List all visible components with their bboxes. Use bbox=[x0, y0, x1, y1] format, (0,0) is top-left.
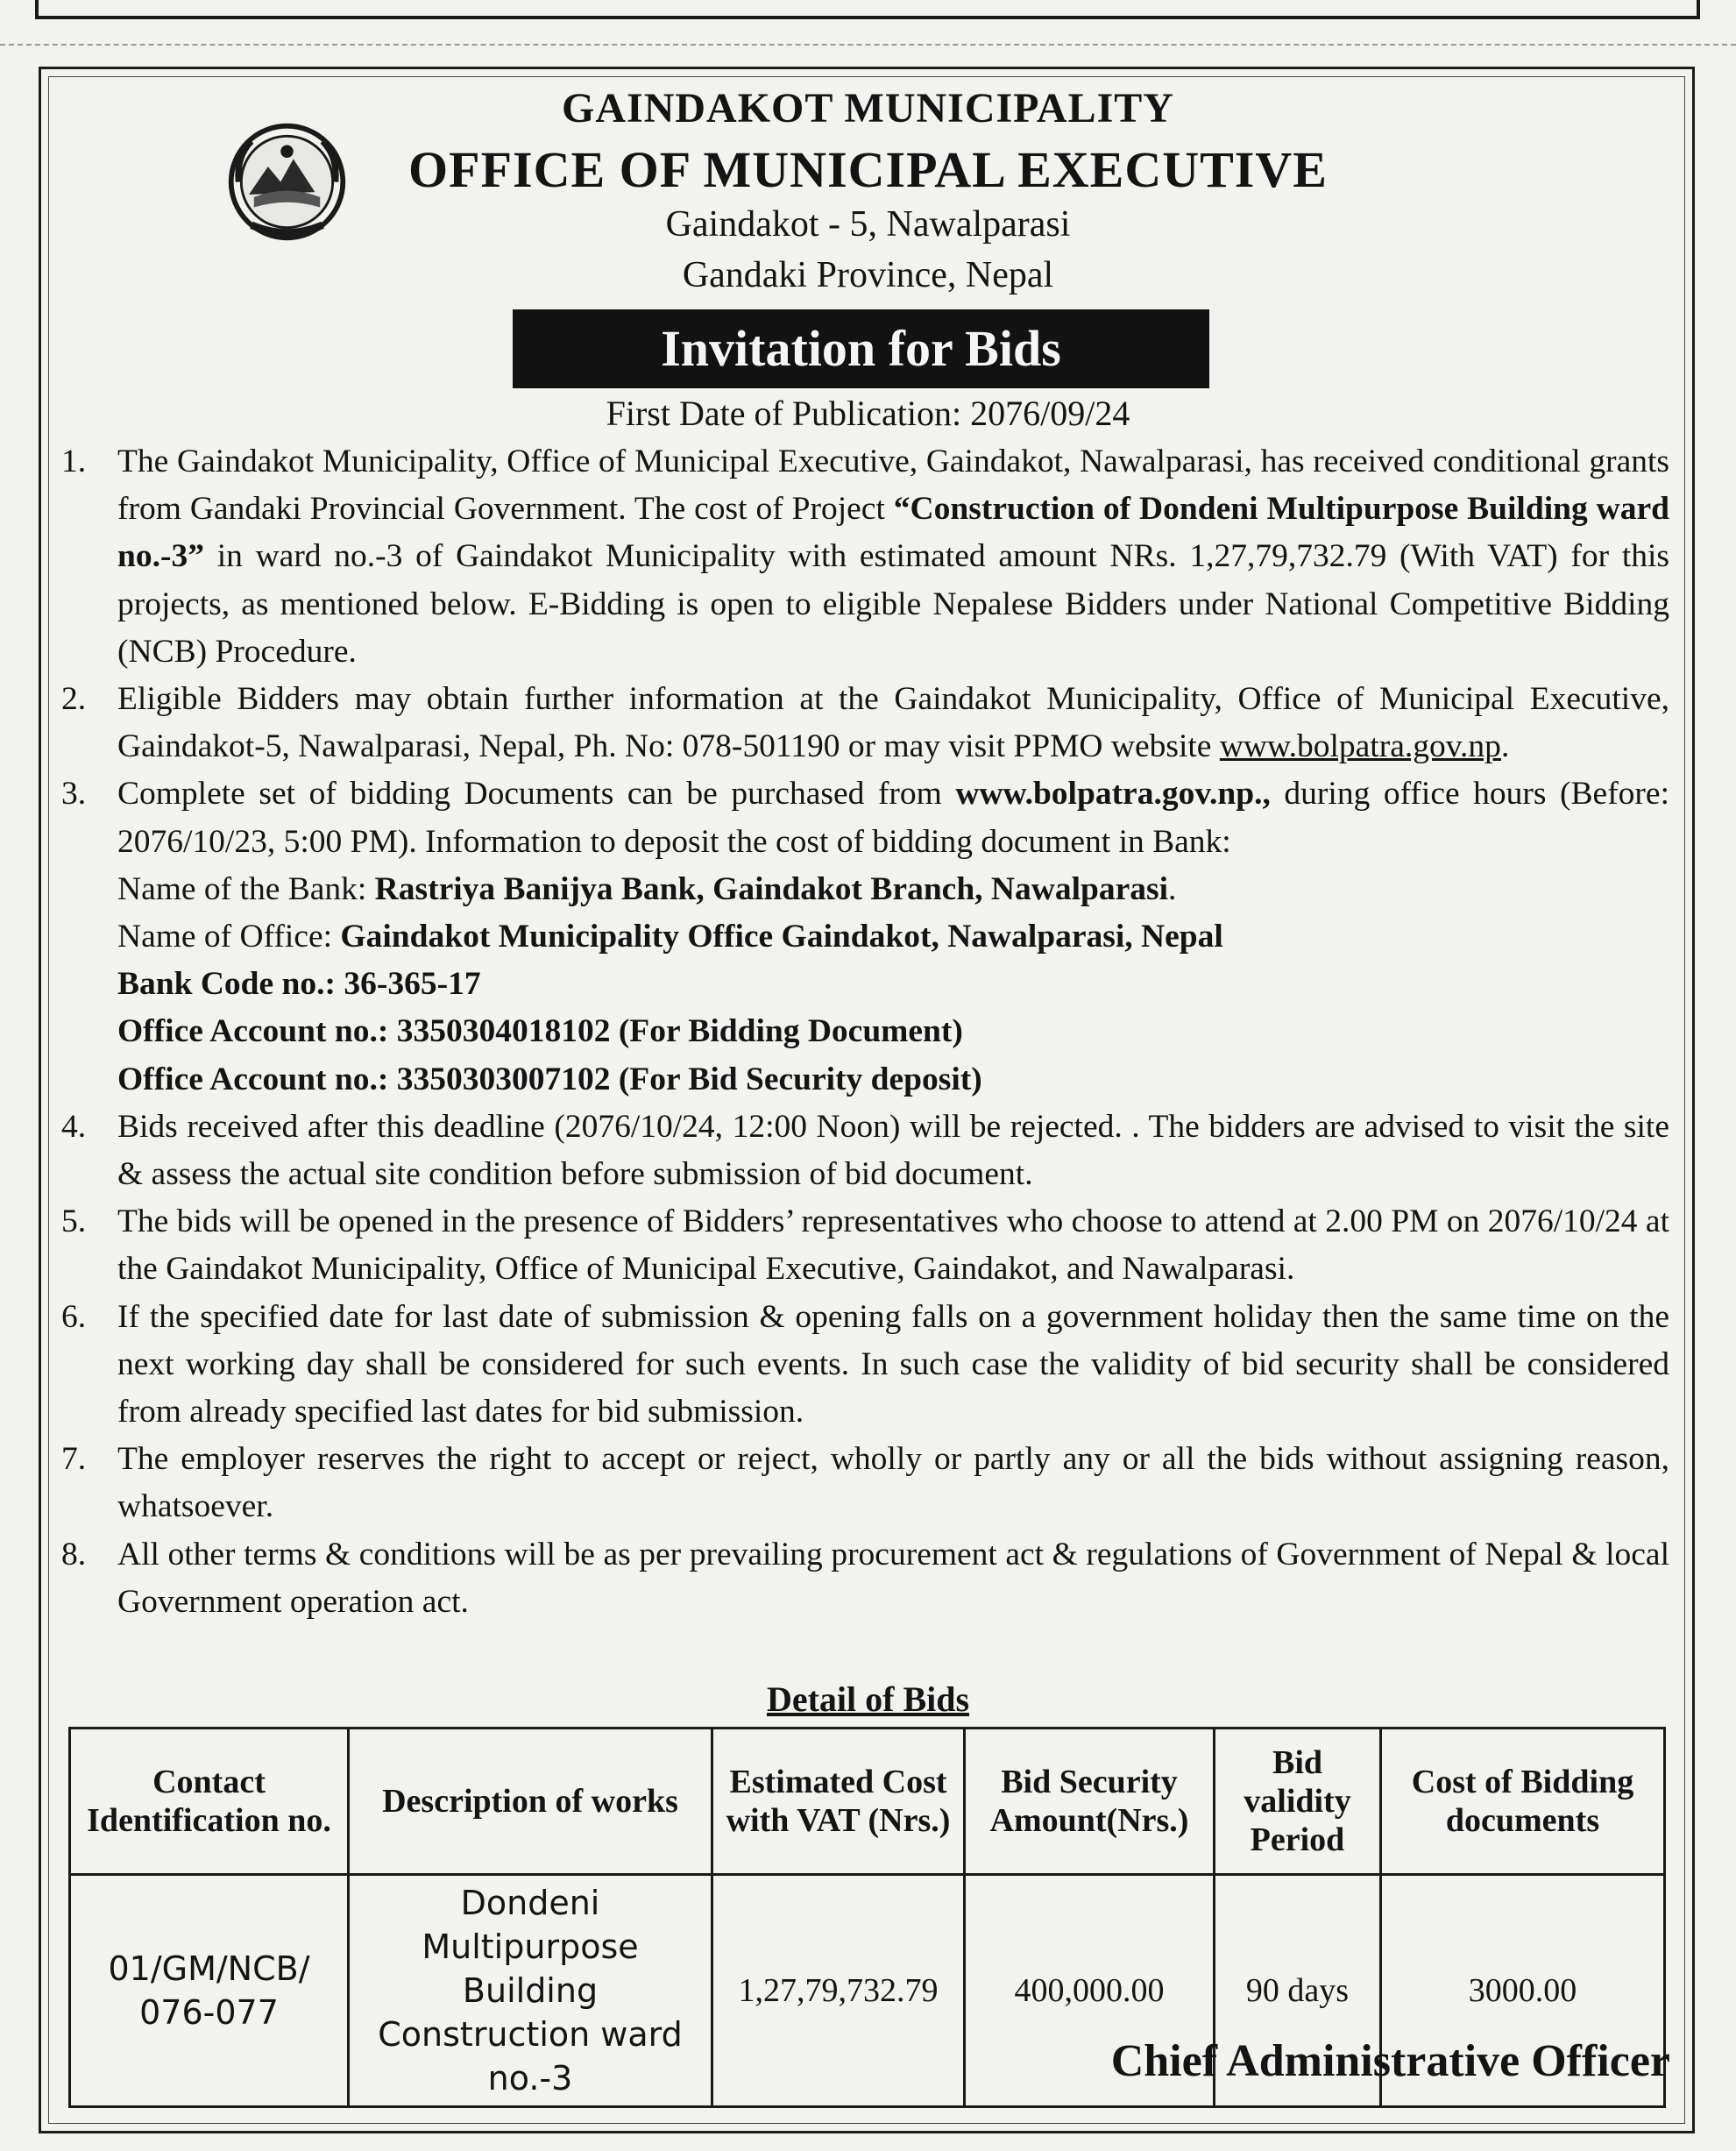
clause-text: If the specified date for last date of submission & opening falls on a government holiday then the same time on the next working day shall be considered for such events. In such case the validity of bid security shall be considered from already specified last dates for bid submission. bbox=[117, 1298, 1669, 1430]
notice-body bbox=[61, 438, 1669, 1626]
office-account-security: Office Account no.: 3350303007102 (For Bid Security deposit) bbox=[117, 1061, 982, 1097]
clause-text: The employer reserves the right to accept or reject, wholly or partly any or all the bids without assigning reason, whatsoever. bbox=[117, 1441, 1669, 1525]
bank-code: Bank Code no.: 36-365-17 bbox=[117, 966, 481, 1003]
project-name: “Construction of Dondeni Multipurpose Building ward no.-3” bbox=[117, 491, 1669, 575]
clause-5 bbox=[61, 1198, 1669, 1293]
address-line-2: Gandaki Province, Nepal bbox=[682, 255, 1054, 295]
bank-name-end: . bbox=[1168, 870, 1177, 907]
column-header: Bid Security Amount(Nrs.) bbox=[965, 1729, 1215, 1875]
clause-number: 6. bbox=[61, 1298, 87, 1335]
cut-line bbox=[0, 44, 1736, 46]
clause-text: Bids received after this deadline (2076/10/24, 12:00 Noon) will be rejected. . The bidders are advised to visit the site & assess the actual site condition before submission of bid document. bbox=[117, 1108, 1669, 1193]
clause-text bbox=[117, 438, 1669, 676]
clause-number: 3. bbox=[61, 776, 87, 813]
validity-period-cell: 90 days bbox=[1215, 1875, 1381, 2107]
office-name-line bbox=[117, 913, 1669, 961]
clause-number: 5. bbox=[61, 1203, 87, 1240]
address-line-1: Gaindakot - 5, Nawalparasi bbox=[665, 204, 1071, 245]
clause-1 bbox=[61, 438, 1669, 676]
clause-text: All other terms & conditions will be as per prevailing procurement act & regulations of Government of Nepal & local Government operation act. bbox=[117, 1536, 1669, 1620]
bank-name-label: Name of the Bank: bbox=[117, 870, 375, 907]
column-header: Bid validity Period bbox=[1215, 1729, 1381, 1875]
bid-security-cell: 400,000.00 bbox=[965, 1875, 1215, 2107]
clause-text-part: in ward no.-3 of Gaindakot Municipality with estimated amount NRs. 1,27,79,732.79 (With VAT) for this projects, as mentioned below. E-Bidding is open to eligible Nepalese Bidders under National Competitive Bidding (NCB) Procedure. bbox=[117, 538, 1669, 670]
clause-text-part: Eligible Bidders may obtain further information at the Gaindakot Municipality, Office of Municipal Executive, Gaindakot-5, Nawalparasi, Nepal, Ph. No: 078-501190 or may visit PPMO website bbox=[117, 681, 1669, 765]
office-name-value: Gaindakot Municipality Office Gaindakot, Nawalparasi, Nepal bbox=[340, 919, 1223, 955]
clause-text bbox=[117, 676, 1669, 770]
previous-notice-border bbox=[35, 0, 1700, 19]
column-header: Estimated Cost with VAT (Nrs.) bbox=[712, 1729, 965, 1875]
clause-2 bbox=[61, 676, 1669, 770]
ppmo-website-link[interactable]: www.bolpatra.gov.np bbox=[1219, 728, 1501, 765]
table-header-row bbox=[70, 1729, 1665, 1875]
clause-6 bbox=[61, 1294, 1669, 1437]
clause-text-part: Complete set of bidding Documents can be purchased from bbox=[117, 776, 956, 813]
office-name-label: Name of Office: bbox=[117, 919, 341, 955]
document-cost-cell: 3000.00 bbox=[1381, 1875, 1665, 2107]
clause-number: 1. bbox=[61, 444, 87, 479]
clause-number: 2. bbox=[61, 681, 87, 718]
bank-name-line bbox=[117, 866, 1669, 913]
publication-date: First Date of Publication: 2076/09/24 bbox=[606, 394, 1130, 433]
clause-4 bbox=[61, 1104, 1669, 1198]
description-cell: Dondeni Multipurpose Building Construction ward no.-3 bbox=[349, 1875, 712, 2107]
bank-name-value: Rastriya Banijya Bank, Gaindakot Branch, Nawalparasi bbox=[374, 870, 1169, 907]
detail-of-bids-title: Detail of Bids bbox=[766, 1679, 970, 1719]
municipality-name: GAINDAKOT MUNICIPALITY bbox=[562, 85, 1174, 131]
clause-text bbox=[117, 770, 1669, 1103]
bolpatra-link[interactable]: www.bolpatra.gov.np., bbox=[955, 776, 1271, 813]
clause-8 bbox=[61, 1531, 1669, 1626]
clause-text-part: during office hours (Before: 2076/10/23, 5:00 PM). Information to deposit the cost of bidding document in Bank: bbox=[117, 776, 1669, 860]
clause-number: 7. bbox=[61, 1441, 87, 1478]
clause-text-part: The Gaindakot Municipality, Office of Municipal Executive, Gaindakot, Nawalparasi, has received conditional grants from Gandaki Provincial Government. The cost of Project bbox=[117, 444, 1669, 528]
column-header: Description of works bbox=[349, 1729, 712, 1875]
signatory-title: Chief Administrative Officer bbox=[1110, 2036, 1670, 2086]
clause-text-part: . bbox=[1500, 728, 1510, 765]
contract-id-cell: 01/GM/NCB/ 076-077 bbox=[70, 1875, 349, 2107]
clause-number: 4. bbox=[61, 1108, 87, 1145]
office-account-bidding: Office Account no.: 3350304018102 (For Bidding Document) bbox=[117, 1013, 963, 1050]
column-header: Contact Identification no. bbox=[70, 1729, 349, 1875]
invitation-banner: Invitation for Bids bbox=[513, 309, 1209, 388]
clause-3 bbox=[61, 770, 1669, 1103]
clause-number: 8. bbox=[61, 1536, 87, 1572]
estimated-cost-cell: 1,27,79,732.79 bbox=[712, 1875, 965, 2107]
clause-text: The bids will be opened in the presence of Bidders’ representatives who choose to attend at 2.00 PM on 2076/10/24 at the Gaindakot Municipality, Office of Municipal Executive, Gaindakot, and Nawalparasi. bbox=[117, 1203, 1669, 1288]
clause-7 bbox=[61, 1436, 1669, 1530]
office-name: OFFICE OF MUNICIPAL EXECUTIVE bbox=[408, 141, 1328, 198]
column-header: Cost of Bidding documents bbox=[1381, 1729, 1665, 1875]
